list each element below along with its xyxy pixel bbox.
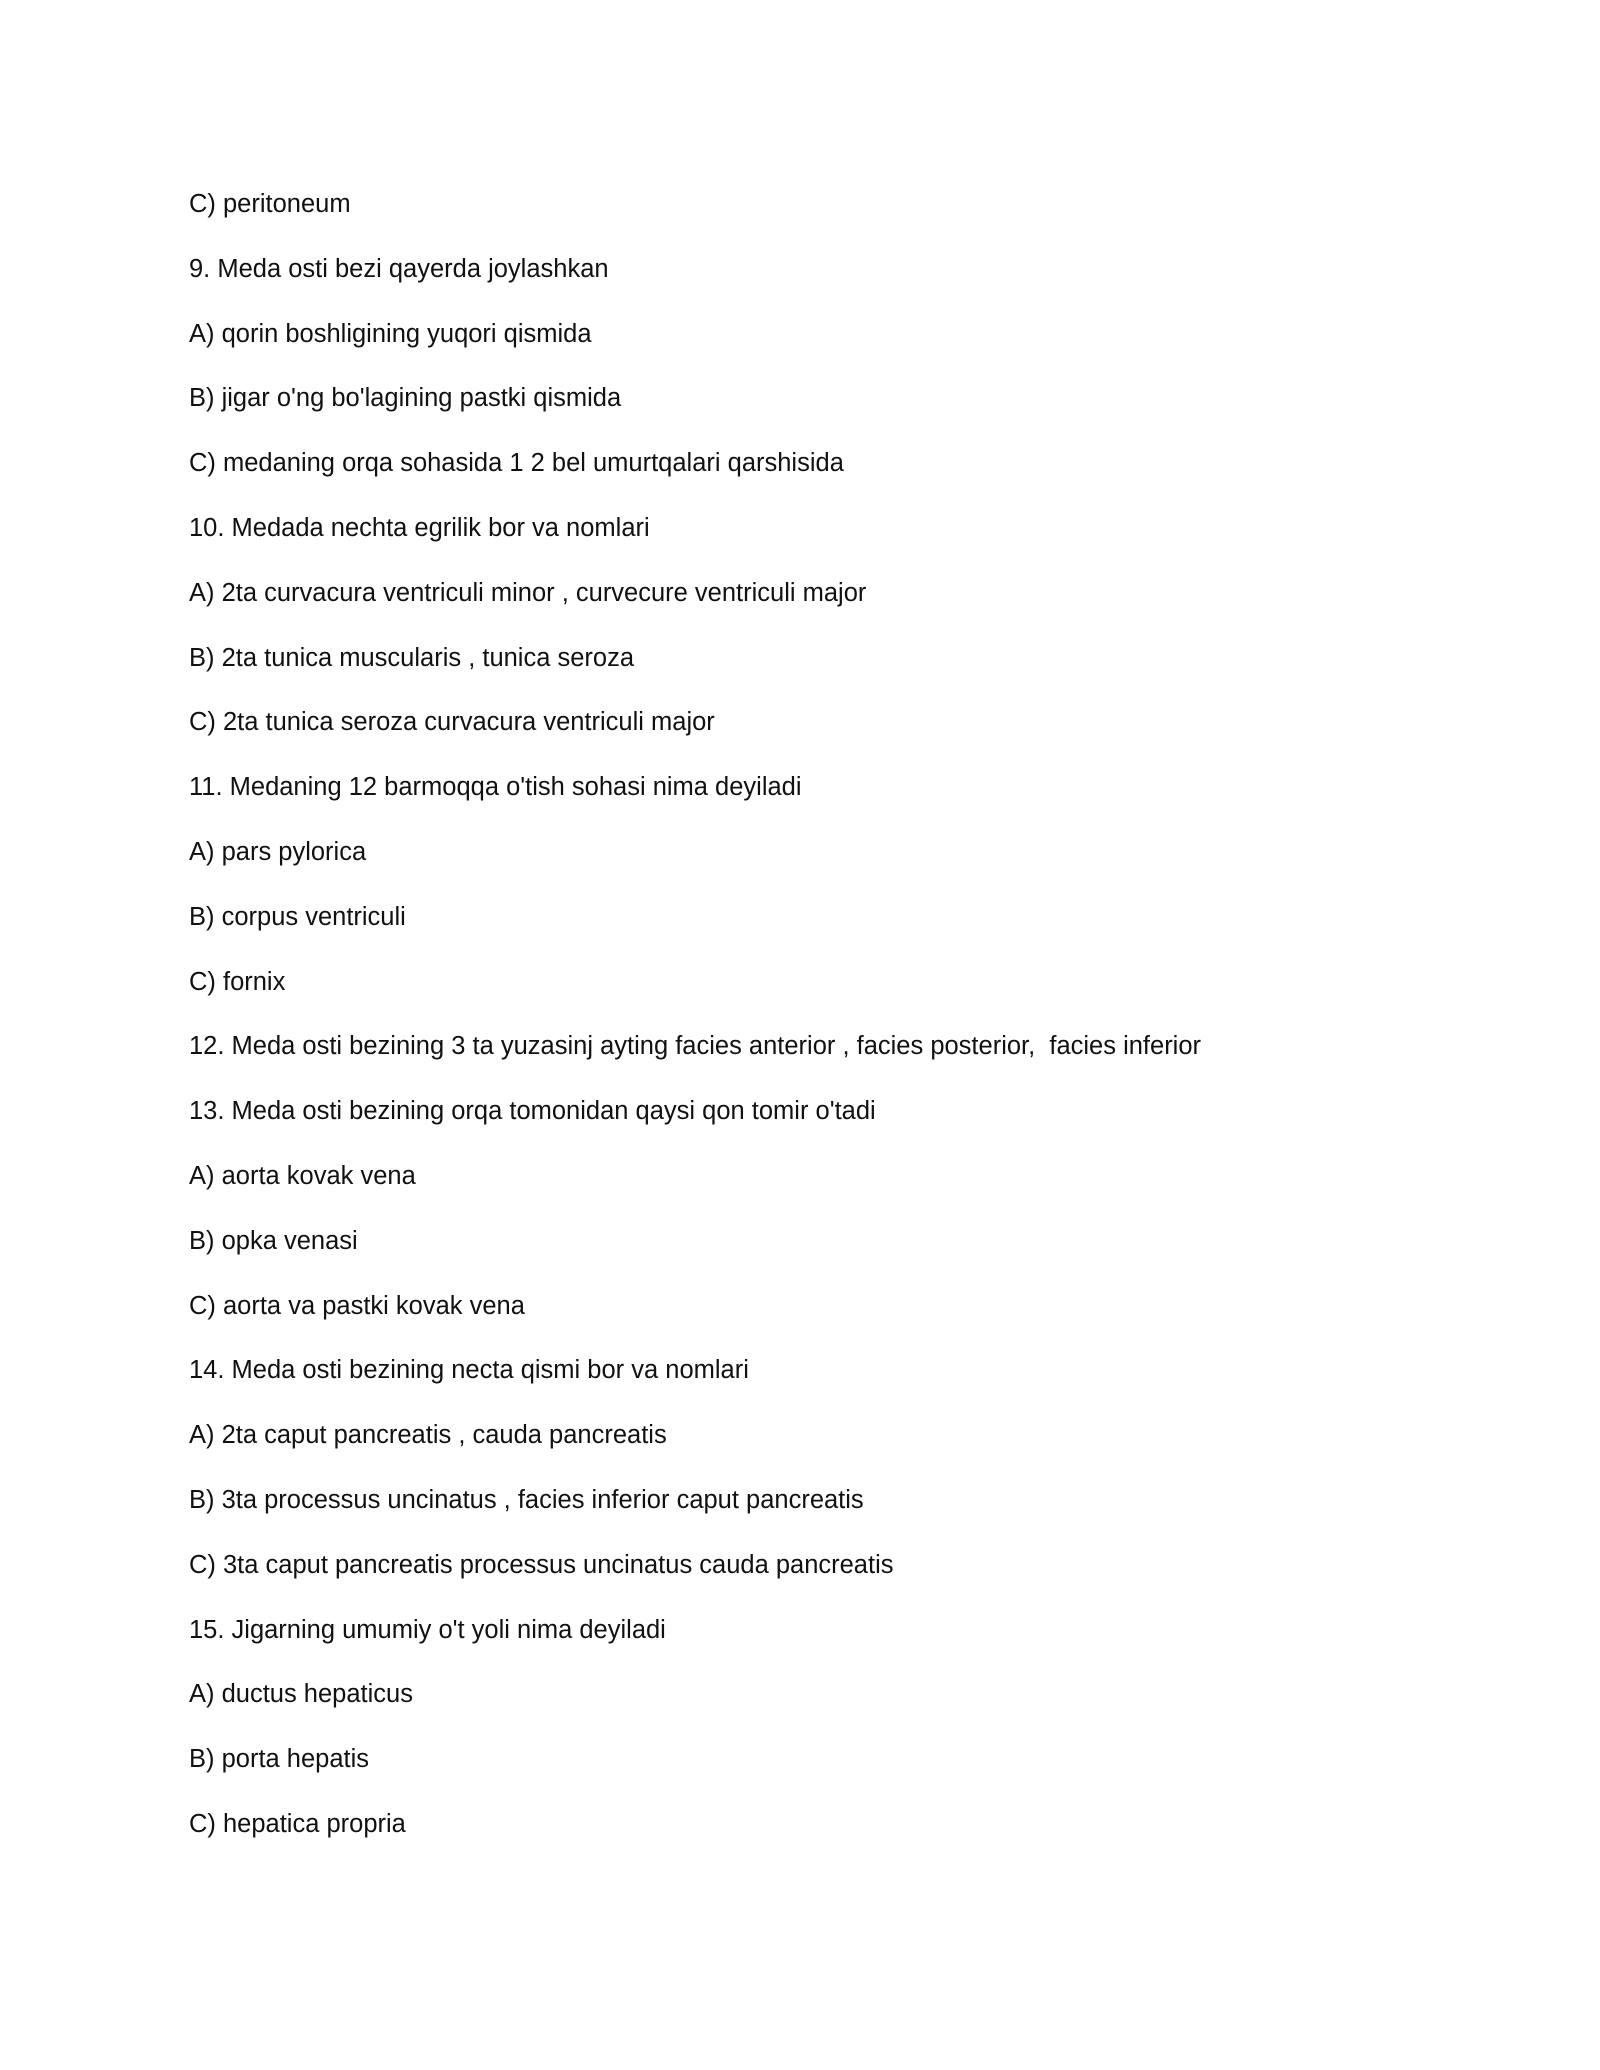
question-11: 11. Medaning 12 barmoqqa o'tish sohasi nima deyiladi xyxy=(189,773,802,802)
question-12: 12. Meda osti bezining 3 ta yuzasinj ayting facies anterior , facies posterior, facies inferior xyxy=(189,1032,1202,1061)
answer-option: C) 3ta caput pancreatis processus uncinatus cauda pancreatis xyxy=(189,1550,894,1579)
question-10: 10. Medada nechta egrilik bor va nomlari xyxy=(189,513,650,542)
answer-option: A) ductus hepaticus xyxy=(189,1680,413,1709)
answer-option: B) 2ta tunica muscularis , tunica seroza xyxy=(189,643,635,672)
answer-option: C) peritoneum xyxy=(189,190,351,218)
answer-option: C) hepatica propria xyxy=(189,1809,406,1838)
question-15: 15. Jigarning umumiy o't yoli nima deyiladi xyxy=(189,1615,666,1644)
question-14: 14. Meda osti bezining necta qismi bor va nomlari xyxy=(189,1356,749,1385)
answer-option: A) 2ta caput pancreatis , cauda pancreatis xyxy=(189,1421,667,1450)
question-13: 13. Meda osti bezining orqa tomonidan qaysi qon tomir o'tadi xyxy=(189,1097,876,1126)
answer-option: C) medaning orqa sohasida 1 2 bel umurtqalari qarshisida xyxy=(189,449,844,478)
answer-option: C) fornix xyxy=(189,967,286,996)
answer-option: A) aorta kovak vena xyxy=(189,1161,416,1190)
answer-option: B) porta hepatis xyxy=(189,1745,370,1774)
answer-option: C) aorta va pastki kovak vena xyxy=(189,1291,525,1320)
answer-option: A) 2ta curvacura ventriculi minor , curvecure ventriculi major xyxy=(189,578,867,607)
document-body xyxy=(189,182,1449,1867)
answer-option: B) 3ta processus uncinatus , facies inferior caput pancreatis xyxy=(189,1485,864,1514)
answer-option: C) 2ta tunica seroza curvacura ventriculi major xyxy=(189,708,715,737)
answer-option: B) corpus ventriculi xyxy=(189,902,406,931)
answer-option: B) jigar o'ng bo'lagining pastki qismida xyxy=(189,384,622,413)
answer-option: A) pars pylorica xyxy=(189,837,367,866)
answer-option: B) opka venasi xyxy=(189,1226,358,1255)
answer-option: A) qorin boshligining yuqori qismida xyxy=(189,319,592,348)
question-9: 9. Meda osti bezi qayerda joylashkan xyxy=(189,254,609,283)
